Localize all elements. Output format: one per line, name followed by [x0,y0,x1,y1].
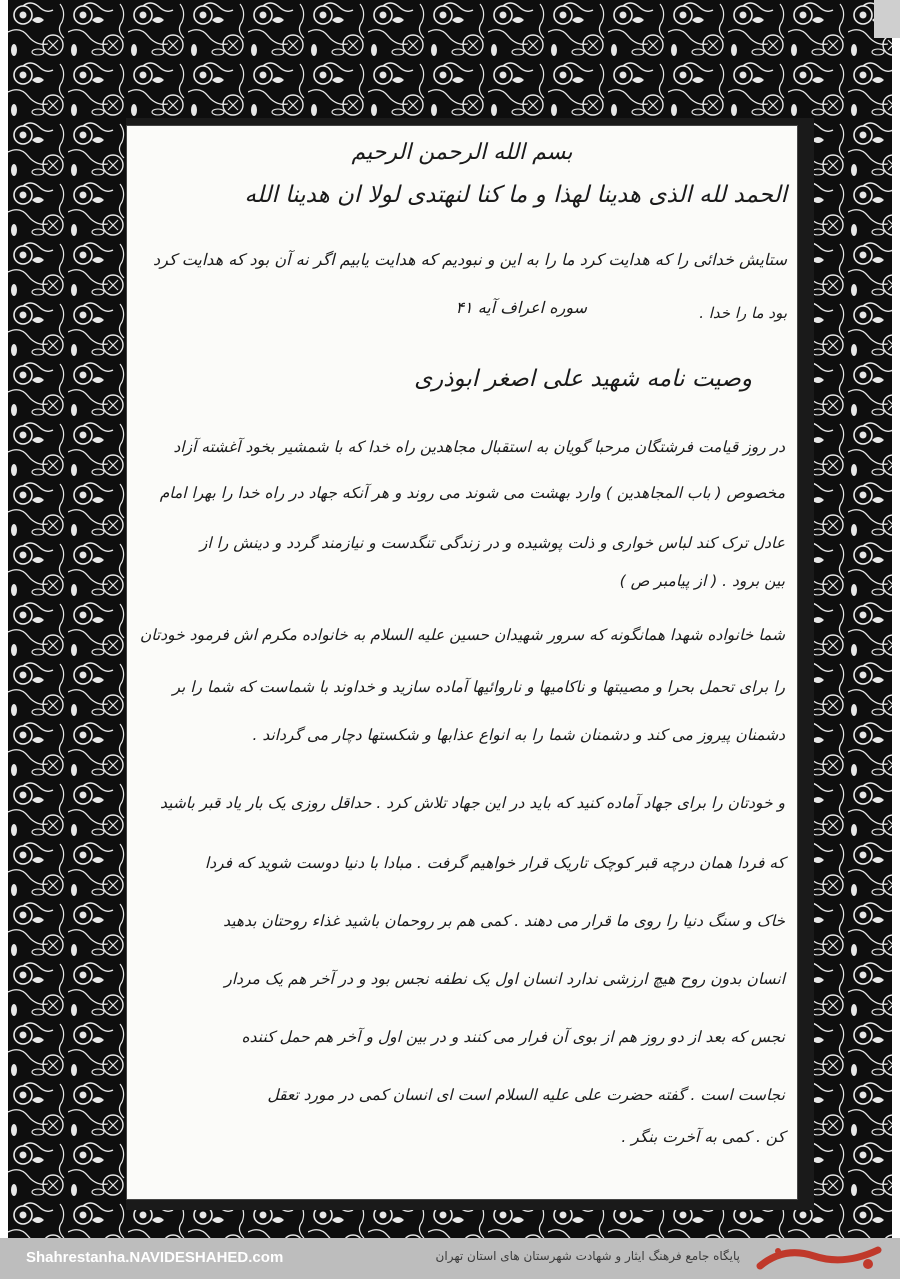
site-url[interactable]: Shahrestanha.NAVIDESHAHED.com [26,1249,284,1266]
paragraph-line: مخصوص ( باب المجاهدین ) وارد بهشت می شوند می روند و هر آنکه جهاد در راه خدا را بهرا امام [159,484,785,502]
verse-translation: ستایش خدائی را که هدایت کرد ما را به این و نبودیم که هدایت یابیم اگر نه آن بود که هدایت کرد [153,250,787,269]
paragraph-line: را برای تحمل بحرا و مصیبتها و ناکامیها و ناروائیها آماده سازید و خداوند با شماست که شما را بر [172,678,785,696]
paragraph-line: نجس که بعد از دو روز هم از بوی آن فرار می کنند و در بین اول و آخر هم حمل کننده [241,1028,785,1046]
paragraph-line: کن . کمی به آخرت بنگر . [621,1128,785,1146]
navideshahed-logo[interactable] [754,1242,886,1275]
scan-corner [874,0,900,38]
letter-title: وصیت نامه شهید علی اصغر ابوذری [414,366,752,392]
basmala: بسم الله الرحمن الرحیم [351,140,573,165]
paragraph-line: عادل ترک کند لباس خواری و ذلت پوشیده و در زندگی تنگدست و نیازمند گردد و دینش را از [199,534,785,552]
verse-reference: سوره اعراف آیه ۴۱ [455,298,587,317]
paragraph-line: شما خانواده شهدا همانگونه که سرور شهیدان حسین علیه السلام به خانواده مکرم اش فرمود خودتان [139,626,785,644]
paragraph-line: که فردا همان درچه قبر کوچک تاریک قرار خواهیم گرفت . مبادا با دنیا دوست شوید که فردا [204,854,785,872]
paragraph-line: و خودتان را برای جهاد آماده کنید که باید در این جهاد تلاش کرد . حداقل روزی یک بار یاد قبر باشید [160,794,785,812]
quran-verse: الحمد لله الذی هدینا لهذا و ما کنا لنهتدی لولا ان هدینا الله [244,182,787,208]
site-title: پایگاه جامع فرهنگ ایثار و شهادت شهرستان های استان تهران [435,1249,740,1263]
paragraph-line: بین برود . ( از پیامبر ص ) [619,572,785,590]
paragraph-line: انسان بدون روح هیچ ارزشی ندارد انسان اول یک نطفه نجس بود و در آخر هم یک مردار [224,970,785,988]
verse-translation-end: بود ما را خدا . [699,304,787,322]
paragraph-line: خاک و سنگ دنیا را روی ما قرار می دهند . کمی هم بر روحمان باشید غذاء روحتان بدهید [223,912,785,930]
site-footer [0,1238,900,1279]
paragraph-line: در روز قیامت فرشتگان مرحبا گویان به استقبال مجاهدین راه خدا که با شمشیر بخود آغشته آزاد [173,438,785,456]
paragraph-line: دشمنان پیروز می کند و دشمنان شما را به انواع عذابها و شکستها دچار می گرداند . [252,726,785,744]
paragraph-line: نجاست است . گفته حضرت علی علیه السلام است ای انسان کمی در مورد تعقل [267,1086,785,1104]
letter-page [126,125,798,1200]
